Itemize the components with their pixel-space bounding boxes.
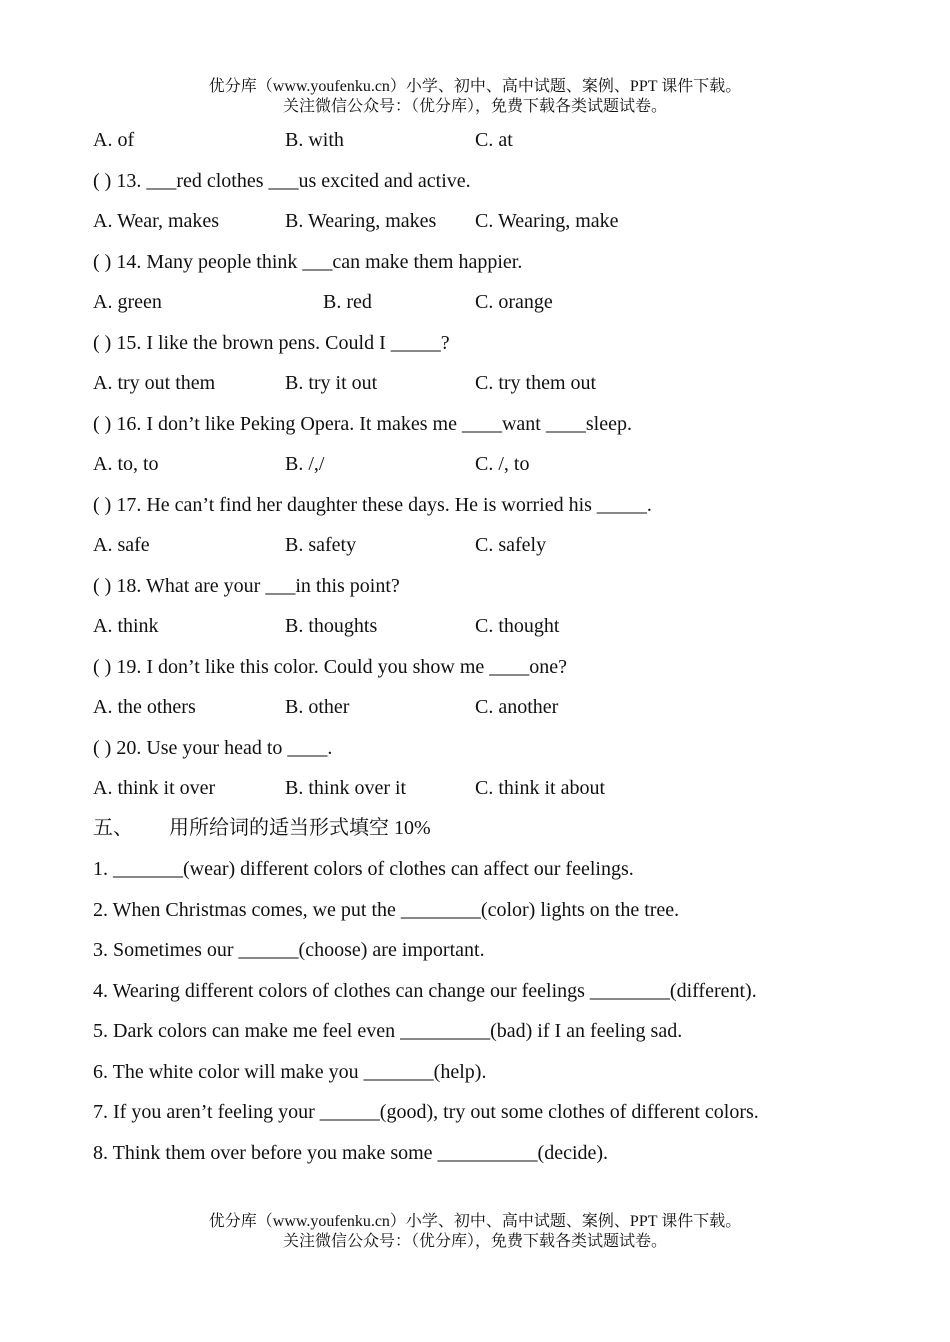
q13-option-c: C. Wearing, make — [475, 210, 619, 232]
q20-option-b: B. think over it — [285, 777, 407, 799]
q16-option-b: B. /,/ — [285, 453, 325, 475]
q14-option-b: B. red — [323, 291, 372, 313]
q15-option-c: C. try them out — [475, 372, 597, 394]
q20-option-c: C. think it about — [475, 777, 605, 799]
question-15: ( ) 15. I like the brown pens. Could I _____? — [93, 332, 450, 354]
question-18: ( ) 18. What are your ___in this point? — [93, 575, 400, 597]
q16-option-c: C. /, to — [475, 453, 530, 475]
page-header — [0, 77, 950, 117]
q13-option-a: A. Wear, makes — [93, 210, 220, 232]
fill-item-3: 3. Sometimes our ______(choose) are important. — [93, 939, 485, 961]
fill-item-1: 1. _______(wear) different colors of clothes can affect our feelings. — [93, 858, 634, 880]
q17-option-a: A. safe — [93, 534, 150, 556]
q19-option-c: C. another — [475, 696, 559, 718]
q18-option-c: C. thought — [475, 615, 560, 637]
fill-item-8: 8. Think them over before you make some __________(decide). — [93, 1142, 609, 1164]
fill-item-2: 2. When Christmas comes, we put the ________(color) lights on the tree. — [93, 899, 680, 921]
question-16: ( ) 16. I don’t like Peking Opera. It makes me ____want ____sleep. — [93, 413, 632, 435]
section-5-number: 五、 — [93, 817, 133, 839]
header-line-2: 关注微信公众号：（优分库），免费下载各类试题试卷。 — [282, 98, 667, 115]
footer-line-1: 优分库（www.youfenku.cn）小学、初中、高中试题、案例、PPT 课件下载。 — [208, 1213, 742, 1230]
question-17: ( ) 17. He can’t find her daughter these days. He is worried his _____. — [93, 494, 652, 516]
fill-item-6: 6. The white color will make you _______(help). — [93, 1061, 487, 1083]
q20-option-a: A. think it over — [93, 777, 216, 799]
page-footer — [0, 1212, 950, 1252]
q15-option-a: A. try out them — [93, 372, 216, 394]
question-13: ( ) 13. ___red clothes ___us excited and active. — [93, 170, 471, 192]
option-b: B. with — [285, 129, 344, 151]
fill-item-5: 5. Dark colors can make me feel even _________(bad) if I an feeling sad. — [93, 1020, 683, 1042]
fill-item-4: 4. Wearing different colors of clothes can change our feelings ________(different). — [93, 980, 757, 1002]
q13-option-b: B. Wearing, makes — [285, 210, 437, 232]
option-c: C. at — [475, 129, 513, 151]
section-5-heading — [93, 816, 431, 840]
question-20: ( ) 20. Use your head to ____. — [93, 737, 333, 759]
header-line-1: 优分库（www.youfenku.cn）小学、初中、高中试题、案例、PPT 课件下载。 — [208, 78, 742, 95]
q18-option-b: B. thoughts — [285, 615, 378, 637]
q16-option-a: A. to, to — [93, 453, 159, 475]
question-19: ( ) 19. I don’t like this color. Could you show me ____one? — [93, 656, 568, 678]
q17-option-b: B. safety — [285, 534, 357, 556]
option-a: A. of — [93, 129, 135, 151]
section-5-title: 用所给词的适当形式填空 10% — [169, 817, 431, 839]
q14-option-c: C. orange — [475, 291, 553, 313]
q17-option-c: C. safely — [475, 534, 547, 556]
question-14: ( ) 14. Many people think ___can make them happier. — [93, 251, 523, 273]
q15-option-b: B. try it out — [285, 372, 378, 394]
q14-option-a: A. green — [93, 291, 162, 313]
fill-item-7: 7. If you aren’t feeling your ______(good), try out some clothes of different colors. — [93, 1101, 759, 1123]
footer-line-2: 关注微信公众号：（优分库），免费下载各类试题试卷。 — [282, 1233, 667, 1250]
q19-option-a: A. the others — [93, 696, 196, 718]
q18-option-a: A. think — [93, 615, 159, 637]
q19-option-b: B. other — [285, 696, 350, 718]
